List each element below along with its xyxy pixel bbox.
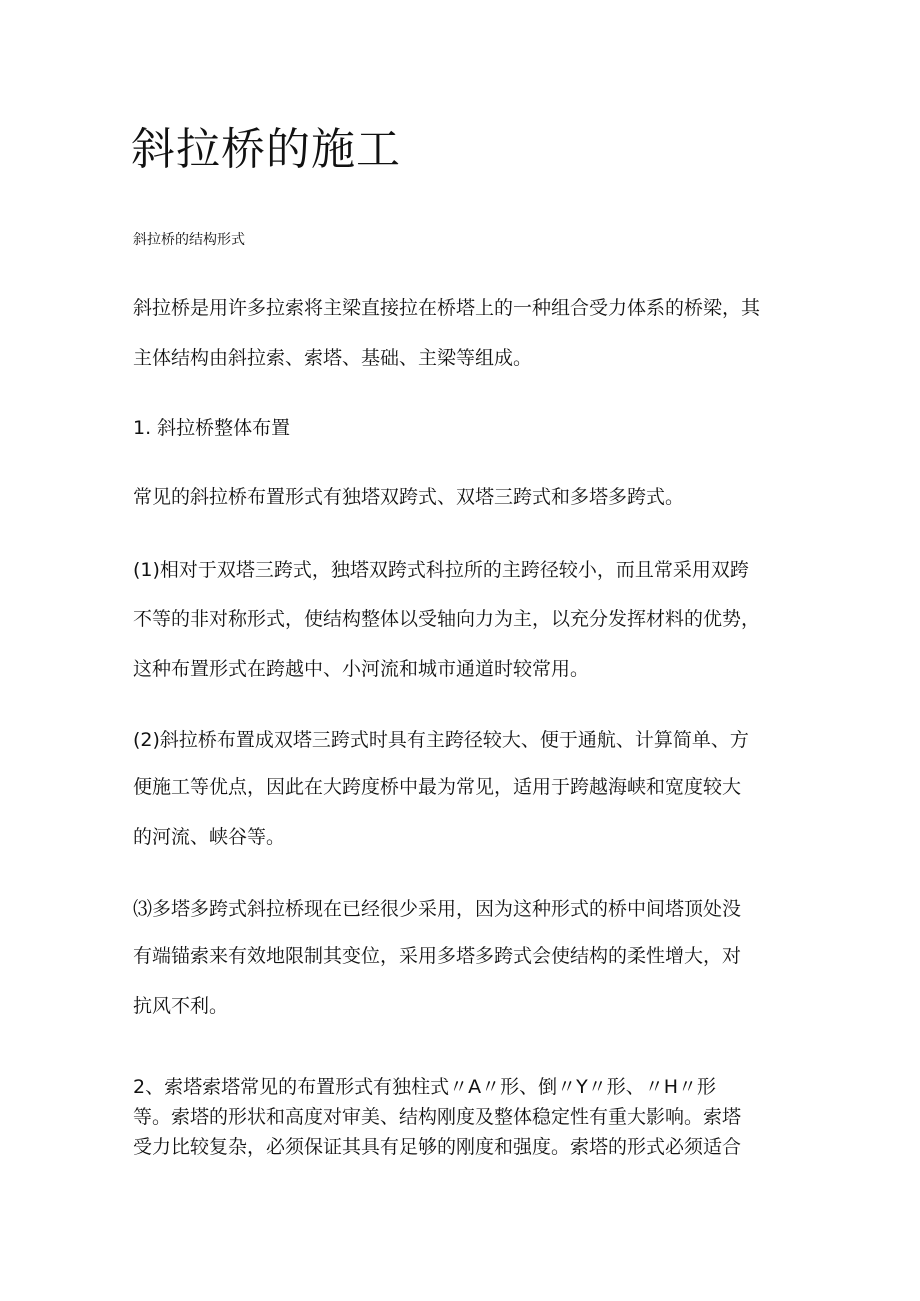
paragraph-line: 2、索塔索塔常见的布置形式有独柱式〃A〃形、倒〃Y〃形、〃H〃形 — [133, 1076, 716, 1098]
paragraph-line: 主体结构由斜拉索、索塔、基础、主梁等组成。 — [133, 347, 533, 369]
paragraph-line: (2)斜拉桥布置成双塔三跨式时具有主跨径较大、便于通航、计算简单、方 — [133, 729, 749, 751]
paragraph-line: ⑶多塔多跨式斜拉桥现在已经很少采用，因为这种形式的桥中间塔顶处没 — [133, 898, 742, 920]
section-heading: 1. 斜拉桥整体布置 — [133, 417, 291, 439]
paragraph-line: 受力比较复杂，必须保证其具有足够的刚度和强度。索塔的形式必须适合 — [133, 1136, 742, 1158]
page-title: 斜拉桥的施工 — [131, 124, 401, 175]
paragraph-line: 等。索塔的形状和高度对审美、结构刚度及整体稳定性有重大影响。索塔 — [133, 1106, 742, 1128]
paragraph-line: 有端锚索来有效地限制其变位，采用多塔多跨式会使结构的柔性增大，对 — [133, 945, 742, 967]
paragraph-line: 便施工等优点，因此在大跨度桥中最为常见，适用于跨越海峡和宽度较大 — [133, 776, 742, 798]
paragraph-line: 不等的非对称形式，使结构整体以受轴向力为主，以充分发挥材料的优势， — [133, 608, 761, 630]
paragraph-line: 这种布置形式在跨越中、小河流和城市通道时较常用。 — [133, 658, 590, 680]
section-subtitle: 斜拉桥的结构形式 — [133, 232, 245, 248]
paragraph-line: 抗风不利。 — [133, 995, 229, 1017]
paragraph-line: 的河流、峡谷等。 — [133, 826, 286, 848]
paragraph-line: 斜拉桥是用许多拉索将主梁直接拉在桥塔上的一种组合受力体系的桥梁，其 — [133, 297, 761, 319]
paragraph-line: 常见的斜拉桥布置形式有独塔双跨式、双塔三跨式和多塔多跨式。 — [133, 486, 685, 508]
paragraph-line: (1)相对于双塔三跨式，独塔双跨式科拉所的主跨径较小，而且常采用双跨 — [133, 559, 749, 581]
